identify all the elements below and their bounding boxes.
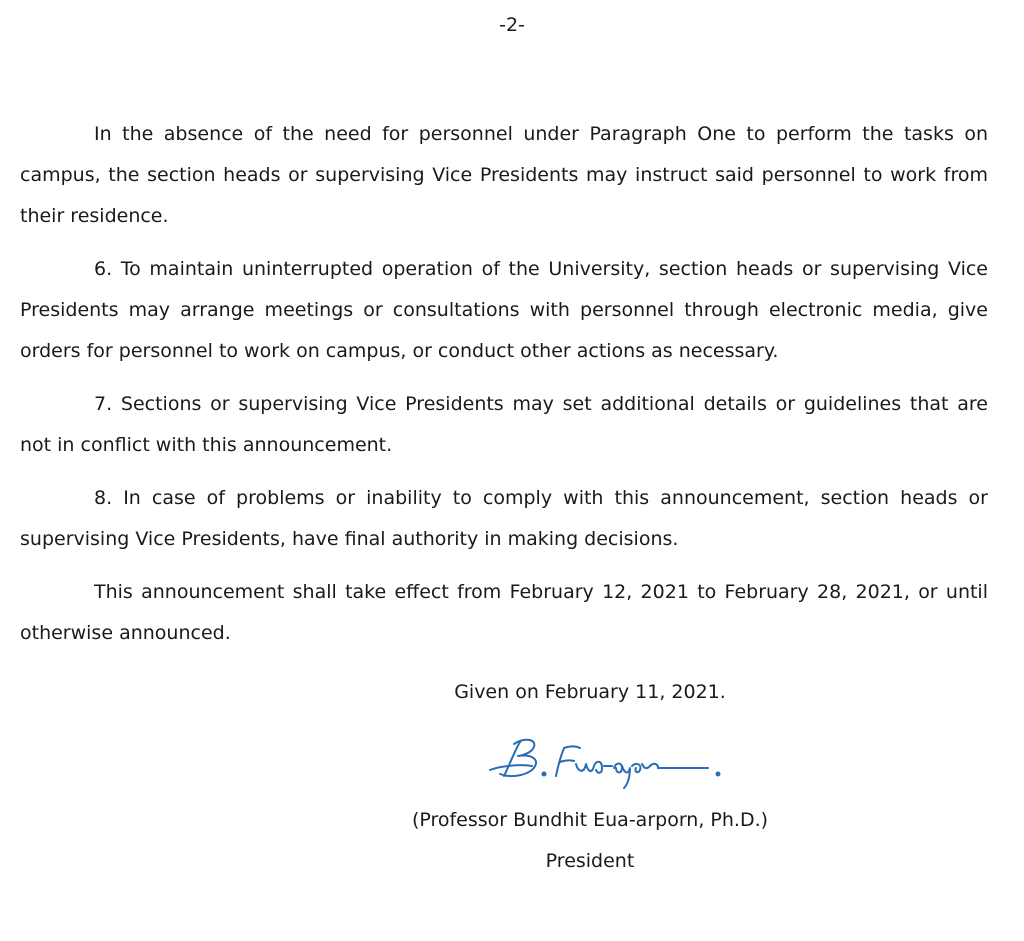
handwritten-signature-icon bbox=[480, 730, 730, 790]
paragraph-item-7: 7. Sections or supervising Vice Presidents may set additional details or guidelines that are not in conflict with this announcement. bbox=[20, 393, 988, 456]
document-body bbox=[20, 114, 988, 666]
paragraph-work-from-residence: In the absence of the need for personnel under Paragraph One to perform the tasks on campus, the section heads or supervising Vice Presidents may instruct said personnel to work from their residence. bbox=[20, 123, 988, 227]
paragraph-item-8: 8. In case of problems or inability to comply with this announcement, section heads or supervising Vice Presidents, have final authority in making decisions. bbox=[20, 487, 988, 550]
paragraph-item-6: 6. To maintain uninterrupted operation of the University, section heads or supervising Vice Presidents may arrange meetings or consultations with personnel through electronic media, give orders for personnel to work on campus, or conduct other actions as necessary. bbox=[20, 258, 988, 362]
given-date: Given on February 11, 2021. bbox=[454, 681, 726, 703]
page-number: -2- bbox=[499, 14, 525, 36]
signer-title: President bbox=[545, 850, 635, 872]
paragraph-effective-date: This announcement shall take effect from February 12, 2021 to February 28, 2021, or until otherwise announced. bbox=[20, 581, 988, 644]
signer-name: (Professor Bundhit Eua-arporn, Ph.D.) bbox=[411, 809, 769, 831]
